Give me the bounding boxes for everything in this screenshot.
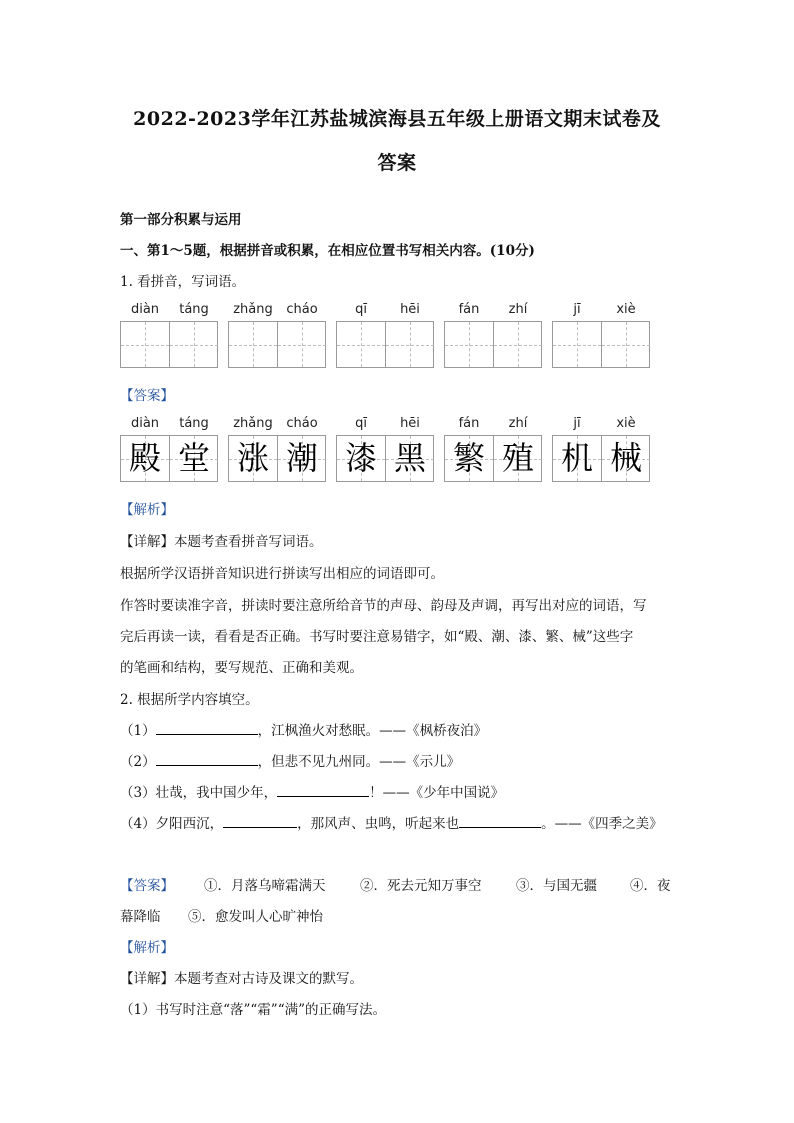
section-heading: 一、第1～5题，根据拼音或积累，在相应位置书写相关内容。(10分): [120, 243, 535, 259]
pinyin: xiè: [616, 416, 636, 431]
tianzige-box[interactable]: [228, 321, 326, 368]
fill-blank[interactable]: [156, 751, 258, 766]
item-text: ！——《少年中国说》: [369, 785, 505, 801]
pinyin: táng: [179, 302, 209, 317]
tianzige-box[interactable]: [336, 321, 434, 368]
q2-answer-5: ⑤．愈发叫人心旷神怡: [188, 909, 323, 925]
answer-char: 潮: [285, 439, 318, 477]
item-number: （3）: [120, 785, 156, 801]
q1-paragraph: 完后再读一读，看看是否正确。书写时要注意易错字，如“殿、潮、漆、繁、械”这些字: [120, 629, 634, 645]
answer-char: 漆: [344, 439, 377, 477]
fill-blank[interactable]: [156, 720, 258, 735]
tianzige-box[interactable]: [444, 321, 542, 368]
pinyin: hēi: [400, 416, 420, 431]
analysis-label: 【解析】: [120, 502, 174, 518]
pinyin: zhǎng: [233, 302, 273, 317]
pinyin: qī: [355, 416, 367, 431]
answer-label: 【答案】: [120, 388, 174, 404]
item-text: ，但悲不见九州同。——《示儿》: [257, 754, 461, 770]
item-text: 。——《四季之美》: [541, 816, 663, 832]
tianzige-box[interactable]: [120, 321, 218, 368]
q1-paragraph: 作答时要读准字音，拼读时要注意所给音节的声母、韵母及声调，再写出对应的词语，写: [120, 598, 647, 614]
answer-char: 械: [609, 439, 642, 477]
q2-item-3: [120, 781, 504, 801]
pinyin: hēi: [400, 302, 420, 317]
answer-label: 【答案】: [120, 878, 174, 894]
answer-char: 殿: [128, 439, 161, 477]
tianzige-box-filled: [120, 435, 218, 482]
tianzige-box-filled: [228, 435, 326, 482]
fill-blank[interactable]: [459, 813, 541, 828]
pinyin: fán: [458, 302, 480, 317]
item-number: （1）: [120, 723, 156, 739]
q2-answer-4: ④．夜: [630, 878, 671, 894]
pinyin: xiè: [616, 302, 636, 317]
q2-stem: 2. 根据所学内容填空。: [120, 692, 259, 708]
q2-answer-1: ①．月落乌啼霜满天: [204, 878, 326, 894]
document-title-line1: 2022-2023学年江苏盐城滨海县五年级上册语文期末试卷及: [133, 108, 661, 130]
q1-paragraph: 根据所学汉语拼音知识进行拼读写出相应的词语即可。: [120, 566, 444, 582]
item-text: ，那风声、虫鸣，听起来也: [297, 816, 460, 832]
q2-answer-4-cont: 幕降临: [120, 909, 161, 925]
q2-answer-2: ②．死去元知万事空: [360, 878, 482, 894]
q1-stem: 1. 看拼音，写词语。: [120, 274, 246, 290]
pinyin: zhí: [508, 302, 528, 317]
q2-item-4: [120, 812, 663, 832]
pinyin: cháo: [286, 302, 318, 317]
document-title-line2: 答案: [377, 152, 417, 174]
q1-paragraph: 的笔画和结构，要写规范、正确和美观。: [120, 660, 363, 676]
pinyin: zhǎng: [233, 416, 273, 431]
q1-detail: 【详解】本题考查看拼音写词语。: [120, 534, 323, 550]
tianzige-box-filled: [444, 435, 542, 482]
answer-char: 堂: [177, 439, 210, 477]
answer-char: 涨: [236, 439, 269, 477]
pinyin: qī: [355, 302, 367, 317]
q2-note: （1）书写时注意“落”“霜”“满”的正确写法。: [120, 1002, 386, 1018]
item-number: （2）: [120, 754, 156, 770]
item-text: ，江枫渔火对愁眠。——《枫桥夜泊》: [257, 723, 488, 739]
item-number: （4）: [120, 816, 156, 832]
pinyin: jī: [573, 302, 581, 317]
q2-item-1: [120, 719, 487, 739]
answer-char: 殖: [501, 439, 534, 477]
tianzige-box-filled: [552, 435, 650, 482]
fill-blank[interactable]: [223, 813, 297, 828]
q2-item-2: [120, 750, 460, 770]
tianzige-box-filled: [336, 435, 434, 482]
answer-char: 机: [560, 439, 593, 477]
pinyin: diàn: [130, 416, 160, 431]
pinyin: táng: [179, 416, 209, 431]
fill-blank[interactable]: [277, 782, 369, 797]
pinyin: diàn: [130, 302, 160, 317]
answer-char: 黑: [393, 439, 426, 477]
pinyin: cháo: [286, 416, 318, 431]
part-heading: 第一部分积累与运用: [120, 212, 242, 228]
analysis-label: 【解析】: [120, 940, 174, 956]
tianzige-box[interactable]: [552, 321, 650, 368]
pinyin: zhí: [508, 416, 528, 431]
pinyin: fán: [458, 416, 480, 431]
q2-detail: 【详解】本题考查对古诗及课文的默写。: [120, 971, 363, 987]
item-text: 夕阳西沉，: [155, 816, 224, 832]
q2-answer-3: ③．与国无疆: [516, 878, 597, 894]
pinyin: jī: [573, 416, 581, 431]
answer-char: 繁: [452, 439, 485, 477]
item-text: 壮哉，我中国少年，: [155, 785, 278, 801]
